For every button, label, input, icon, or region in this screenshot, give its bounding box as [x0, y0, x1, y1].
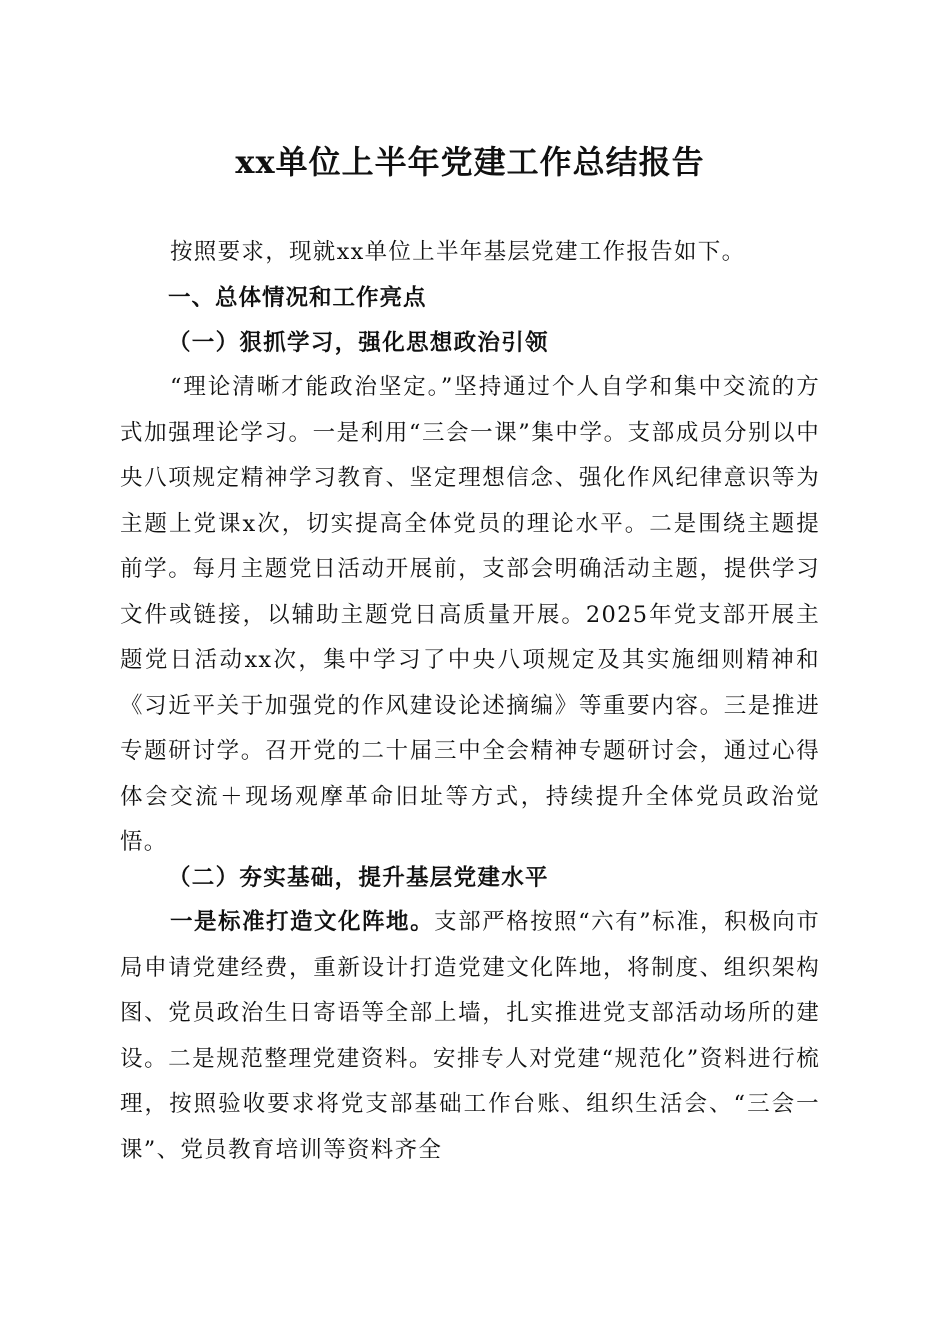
- section-heading: 一、总体情况和工作亮点: [168, 285, 427, 311]
- intro-paragraph: 按照要求，现就xx单位上半年基层党建工作报告如下。: [170, 239, 746, 265]
- paragraph-text: 支部严格按照“六有”标准，积极向市局申请党建经费，重新设计打造党建文化阵地，将制度、组织架构图、党员政治生日寄语等全部上墙，扎实推进党支部活动场所的建设。二是规范整理党建资料。安排专人对党建“规范化”资料进行梳理，按照验收要求将党支部基础工作台账、组织生活会、“三会一课”、党员教育培训等资料齐全: [120, 909, 820, 1163]
- subsection-heading: （一）狠抓学习，强化思想政治引领: [168, 330, 549, 356]
- document-title: xx单位上半年党建工作总结报告: [235, 143, 705, 181]
- body-paragraph: [120, 900, 820, 1173]
- body-paragraph: “理论清晰才能政治坚定。”坚持通过个人自学和集中交流的方式加强理论学习。一是利用“三会一课”集中学。支部成员分别以中央八项规定精神学习教育、坚定理想信念、强化作风纪律意识等为主题上党课x次，切实提高全体党员的理论水平。二是围绕主题提前学。每月主题党日活动开展前，支部会明确活动主题，提供学习文件或链接，以辅助主题党日高质量开展。2025年党支部开展主题党日活动xx次，集中学习了中央八项规定及其实施细则精神和《习近平关于加强党的作风建设论述摘编》等重要内容。三是推进专题研讨学。召开党的二十届三中全会精神专题研讨会，通过心得体会交流＋现场观摩革命旧址等方式，持续提升全体党员政治觉悟。: [120, 374, 820, 855]
- subsection-heading: （二）夯实基础，提升基层党建水平: [168, 865, 549, 891]
- paragraph-lead: 一是标准打造文化阵地。: [170, 909, 435, 935]
